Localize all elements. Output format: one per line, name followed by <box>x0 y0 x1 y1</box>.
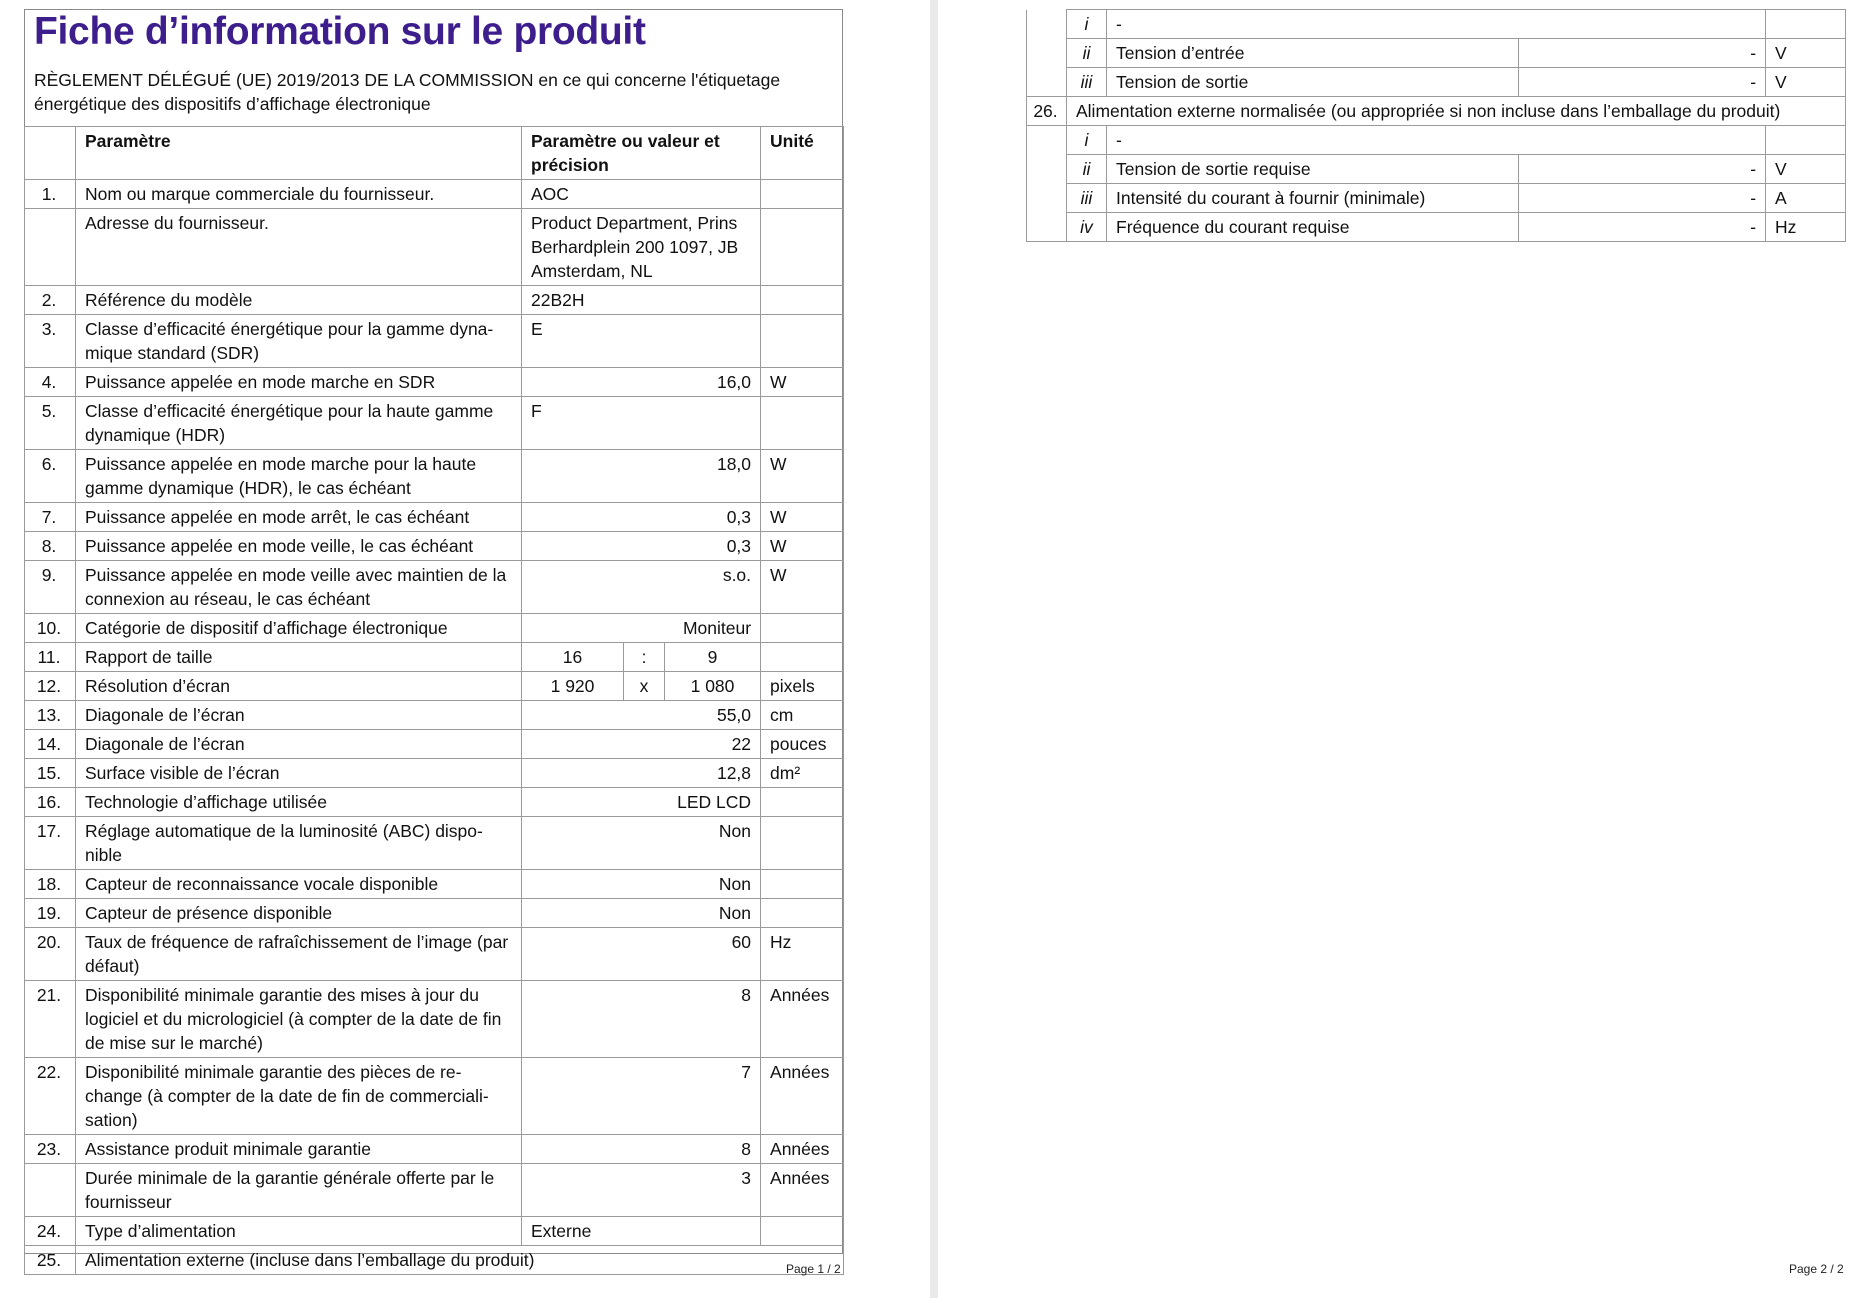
row-label: Puissance appelée en mode arrêt, le cas échéant <box>76 503 522 532</box>
table-row <box>1027 68 1846 97</box>
row-number: 10. <box>25 614 76 643</box>
row-label: Puissance appelée en mode veille, le cas échéant <box>76 532 522 561</box>
row-label: Adresse du fournisseur. <box>76 209 522 286</box>
row-unit: W <box>761 503 844 532</box>
row-unit <box>761 209 844 286</box>
row-value: 8 <box>522 1135 761 1164</box>
row-label: Disponibilité minimale garantie des pièces de re-change (à compter de la date de fin de commerciali-sation) <box>76 1058 522 1135</box>
table-row <box>25 1217 844 1246</box>
table-row <box>25 180 844 209</box>
row-label: Durée minimale de la garantie générale offerte par le fournisseur <box>76 1164 522 1217</box>
row-number <box>25 1164 76 1217</box>
row-number: 21. <box>25 981 76 1058</box>
table-row <box>1027 184 1846 213</box>
row-unit: W <box>761 450 844 503</box>
row-unit: A <box>1766 184 1846 213</box>
table-row <box>25 1164 844 1217</box>
row-label: Tension d’entrée <box>1107 39 1519 68</box>
table-row <box>25 368 844 397</box>
row-value: E <box>522 315 761 368</box>
row-number: 2. <box>25 286 76 315</box>
row-value: 12,8 <box>522 759 761 788</box>
row-label: Capteur de reconnaissance vocale disponible <box>76 870 522 899</box>
page-number: Page 2 / 2 <box>1789 1262 1844 1276</box>
row-number <box>1027 39 1067 68</box>
document-title: Fiche d’information sur le produit <box>34 10 646 53</box>
row-number <box>1027 155 1067 184</box>
table-row <box>25 614 844 643</box>
row-value: Externe <box>522 1217 761 1246</box>
row-unit: Années <box>761 981 844 1058</box>
row-label: Alimentation externe normalisée (ou appropriée si non incluse dans l’emballage du produit) <box>1067 97 1846 126</box>
table-row <box>1027 97 1846 126</box>
row-number: 3. <box>25 315 76 368</box>
row-sub-index: ii <box>1067 155 1107 184</box>
row-unit: dm² <box>761 759 844 788</box>
row-number <box>25 209 76 286</box>
row-unit: V <box>1766 68 1846 97</box>
row-value: 3 <box>522 1164 761 1217</box>
row-number: 18. <box>25 870 76 899</box>
row-label: Diagonale de l’écran <box>76 701 522 730</box>
row-unit: V <box>1766 155 1846 184</box>
row-unit <box>761 315 844 368</box>
row-value: - <box>1519 213 1766 242</box>
row-label: Classe d’efficacité énergétique pour la gamme dyna-mique standard (SDR) <box>76 315 522 368</box>
row-sub-index: iii <box>1067 68 1107 97</box>
table-row <box>25 928 844 981</box>
table-row <box>25 643 844 672</box>
row-label: Technologie d’affichage utilisée <box>76 788 522 817</box>
row-value: Moniteur <box>522 614 761 643</box>
resolution-width: 1 920 <box>522 672 624 701</box>
row-number <box>1027 213 1067 242</box>
row-label: Surface visible de l’écran <box>76 759 522 788</box>
row-value: Non <box>522 870 761 899</box>
row-unit: W <box>761 532 844 561</box>
row-label: Puissance appelée en mode marche en SDR <box>76 368 522 397</box>
row-value: 60 <box>522 928 761 981</box>
row-label: Assistance produit minimale garantie <box>76 1135 522 1164</box>
row-number: 7. <box>25 503 76 532</box>
table-row <box>1027 126 1846 155</box>
row-label: Tension de sortie requise <box>1107 155 1519 184</box>
row-value: 22 <box>522 730 761 759</box>
table-row <box>25 759 844 788</box>
table-row <box>25 209 844 286</box>
table-header-row <box>25 127 844 180</box>
aspect-ratio-separator: : <box>624 643 665 672</box>
row-unit: Années <box>761 1058 844 1135</box>
row-number: 13. <box>25 701 76 730</box>
table-row <box>25 701 844 730</box>
row-label: - <box>1107 10 1766 39</box>
row-number: 11. <box>25 643 76 672</box>
page-number: Page 1 / 2 <box>786 1262 841 1276</box>
table-row <box>25 672 844 701</box>
page-1 <box>0 0 930 1298</box>
row-unit: pixels <box>761 672 844 701</box>
row-unit <box>761 397 844 450</box>
row-value: LED LCD <box>522 788 761 817</box>
row-label: Taux de fréquence de rafraîchissement de l’image (par défaut) <box>76 928 522 981</box>
row-value: - <box>1519 184 1766 213</box>
row-value: Product Department, Prins Berhardplein 200 1097, JB Amsterdam, NL <box>522 209 761 286</box>
row-number: 4. <box>25 368 76 397</box>
row-value: AOC <box>522 180 761 209</box>
table-row <box>1027 213 1846 242</box>
row-unit <box>761 180 844 209</box>
row-sub-index: i <box>1067 126 1107 155</box>
row-value: - <box>1519 155 1766 184</box>
row-value: 18,0 <box>522 450 761 503</box>
row-unit: Années <box>761 1164 844 1217</box>
row-label: Tension de sortie <box>1107 68 1519 97</box>
row-label: Nom ou marque commerciale du fournisseur. <box>76 180 522 209</box>
row-number: 14. <box>25 730 76 759</box>
row-value: F <box>522 397 761 450</box>
row-number: 26. <box>1027 97 1067 126</box>
row-number: 23. <box>25 1135 76 1164</box>
resolution-separator: x <box>624 672 665 701</box>
product-info-table <box>24 126 844 1275</box>
row-label: Intensité du courant à fournir (minimale) <box>1107 184 1519 213</box>
row-unit: Années <box>761 1135 844 1164</box>
row-value: Non <box>522 817 761 870</box>
row-label: - <box>1107 126 1766 155</box>
table-row <box>1027 10 1846 39</box>
row-number <box>1027 184 1067 213</box>
row-label: Alimentation externe (incluse dans l’emballage du produit) <box>76 1246 844 1275</box>
row-unit <box>761 788 844 817</box>
row-number: 20. <box>25 928 76 981</box>
table-row <box>1027 39 1846 68</box>
row-label: Rapport de taille <box>76 643 522 672</box>
row-unit <box>1766 10 1846 39</box>
table-row <box>25 315 844 368</box>
table-row <box>25 397 844 450</box>
row-label: Capteur de présence disponible <box>76 899 522 928</box>
row-sub-index: i <box>1067 10 1107 39</box>
table-row <box>25 981 844 1058</box>
row-number: 5. <box>25 397 76 450</box>
table-row <box>25 450 844 503</box>
row-number <box>1027 126 1067 155</box>
resolution-height: 1 080 <box>665 672 761 701</box>
table-row <box>25 1135 844 1164</box>
row-value: - <box>1519 68 1766 97</box>
row-value: - <box>1519 39 1766 68</box>
header-unit: Unité <box>761 127 844 180</box>
row-value: 16,0 <box>522 368 761 397</box>
table-row <box>25 1246 844 1275</box>
table-row <box>25 532 844 561</box>
row-label: Réglage automatique de la luminosité (ABC) dispo-nible <box>76 817 522 870</box>
row-number: 8. <box>25 532 76 561</box>
external-power-table <box>1026 9 1846 242</box>
table-row <box>1027 155 1846 184</box>
table-row <box>25 817 844 870</box>
row-unit: W <box>761 368 844 397</box>
row-value: 8 <box>522 981 761 1058</box>
row-label: Classe d’efficacité énergétique pour la haute gamme dynamique (HDR) <box>76 397 522 450</box>
row-number: 25. <box>25 1246 76 1275</box>
row-number: 19. <box>25 899 76 928</box>
row-unit <box>761 614 844 643</box>
row-unit <box>761 817 844 870</box>
row-unit: Hz <box>1766 213 1846 242</box>
row-unit <box>761 643 844 672</box>
row-number: 12. <box>25 672 76 701</box>
row-number <box>1027 10 1067 39</box>
row-unit <box>761 1217 844 1246</box>
row-label: Diagonale de l’écran <box>76 730 522 759</box>
table-row <box>25 870 844 899</box>
row-number: 1. <box>25 180 76 209</box>
row-value: 7 <box>522 1058 761 1135</box>
row-label: Puissance appelée en mode veille avec maintien de la connexion au réseau, le cas échéant <box>76 561 522 614</box>
row-label: Puissance appelée en mode marche pour la haute gamme dynamique (HDR), le cas échéant <box>76 450 522 503</box>
row-number: 24. <box>25 1217 76 1246</box>
row-label: Disponibilité minimale garantie des mises à jour du logiciel et du micrologiciel (à compter de la date de fin de mise sur le marché) <box>76 981 522 1058</box>
row-sub-index: ii <box>1067 39 1107 68</box>
row-unit: cm <box>761 701 844 730</box>
header-value: Paramètre ou valeur et précision <box>522 127 761 180</box>
row-number: 16. <box>25 788 76 817</box>
aspect-ratio-width: 16 <box>522 643 624 672</box>
row-unit <box>761 899 844 928</box>
row-number: 9. <box>25 561 76 614</box>
regulation-subtitle: RÈGLEMENT DÉLÉGUÉ (UE) 2019/2013 DE LA COMMISSION en ce qui concerne l'étiquetage énergétique des dispositifs d’affichage électronique <box>34 70 781 114</box>
row-number: 17. <box>25 817 76 870</box>
table-row <box>25 503 844 532</box>
row-label: Type d’alimentation <box>76 1217 522 1246</box>
row-sub-index: iii <box>1067 184 1107 213</box>
row-sub-index: iv <box>1067 213 1107 242</box>
row-label: Fréquence du courant requise <box>1107 213 1519 242</box>
row-unit <box>761 870 844 899</box>
table-row <box>25 1058 844 1135</box>
row-label: Référence du modèle <box>76 286 522 315</box>
row-unit <box>1766 126 1846 155</box>
row-value: 0,3 <box>522 532 761 561</box>
row-value: 55,0 <box>522 701 761 730</box>
aspect-ratio-height: 9 <box>665 643 761 672</box>
row-unit: W <box>761 561 844 614</box>
row-number: 6. <box>25 450 76 503</box>
row-label: Résolution d’écran <box>76 672 522 701</box>
row-unit: Hz <box>761 928 844 981</box>
row-label: Catégorie de dispositif d’affichage électronique <box>76 614 522 643</box>
row-number <box>1027 68 1067 97</box>
row-unit <box>761 286 844 315</box>
row-value: 0,3 <box>522 503 761 532</box>
table-row <box>25 899 844 928</box>
row-number: 15. <box>25 759 76 788</box>
row-value: 22B2H <box>522 286 761 315</box>
table-row <box>25 286 844 315</box>
row-unit: V <box>1766 39 1846 68</box>
table-row <box>25 788 844 817</box>
row-number: 22. <box>25 1058 76 1135</box>
page-separator <box>930 0 938 1298</box>
table-row <box>25 561 844 614</box>
row-value: s.o. <box>522 561 761 614</box>
row-value: Non <box>522 899 761 928</box>
table-row <box>25 730 844 759</box>
row-unit: pouces <box>761 730 844 759</box>
header-param: Paramètre <box>76 127 522 180</box>
header-num-cell <box>25 127 76 180</box>
